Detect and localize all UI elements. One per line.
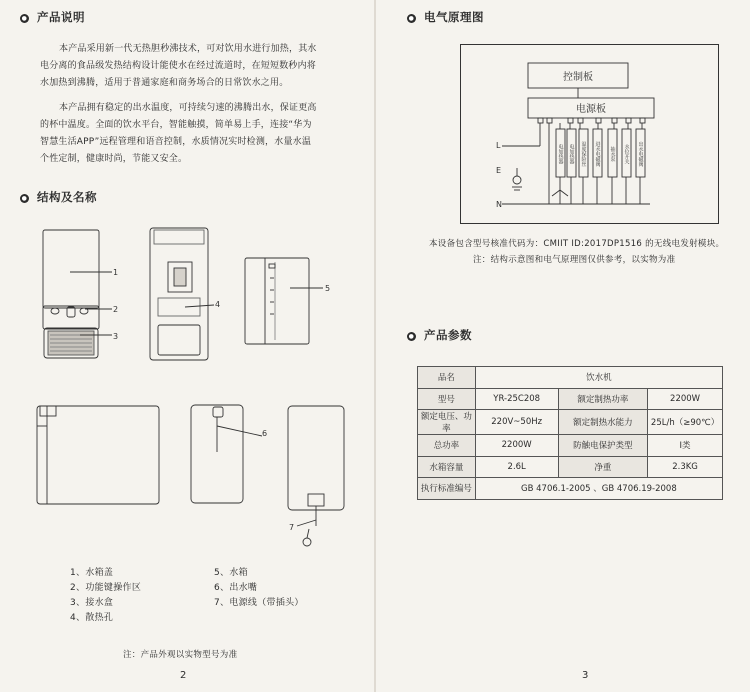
section-heading-specs: ● 产品参数 <box>408 328 472 342</box>
spec-label-total-power: 总功率 <box>418 435 476 457</box>
spec-label-shock-protection: 防触电保护类型 <box>558 435 648 457</box>
component-pump: 抽水泵 <box>609 146 616 162</box>
product-description-paragraph-2 <box>40 100 360 168</box>
component-heater-1: 电加热器 <box>557 144 564 164</box>
spec-value-hot-water-capacity: 25L/h（≥90℃） <box>648 410 723 435</box>
front-view-figure <box>43 230 112 358</box>
callout-2: 2 <box>113 305 119 314</box>
spec-value-standards: GB 4706.1-2005 、GB 4706.19-2008 <box>475 478 722 500</box>
spec-label-net-weight: 净重 <box>558 456 648 478</box>
list-item: 3、接水盒 <box>70 598 114 608</box>
list-item: 5、水箱 <box>214 568 248 578</box>
front-tap-figure <box>191 405 262 503</box>
spec-label-standards: 执行标准编号 <box>418 478 476 500</box>
parts-list-left <box>70 566 141 626</box>
line-n-label: N <box>496 200 502 209</box>
table-row <box>418 435 723 457</box>
table-row <box>418 367 723 389</box>
bullet-icon: ● <box>408 15 415 22</box>
section-heading-circuit: ● 电气原理图 <box>408 10 484 24</box>
side-view-figure <box>37 406 159 504</box>
spec-value-shock-protection: Ⅰ类 <box>648 435 723 457</box>
page-number-left: 2 <box>180 670 187 681</box>
rear-cord-figure <box>288 406 344 546</box>
spec-label-model: 型号 <box>418 388 476 410</box>
circuit-diagram <box>460 44 730 226</box>
spec-value-total-power: 2200W <box>475 435 558 457</box>
spec-label-voltage: 额定电压、功率 <box>418 410 476 435</box>
table-row <box>418 478 723 500</box>
spec-value-heating-power: 2200W <box>648 388 723 410</box>
table-row <box>418 388 723 410</box>
text-line: 本产品采用新一代无热胆秒沸技术，可对饮用水进行加热，其水 <box>59 44 317 54</box>
section-heading-product-description: ● 产品说明 <box>21 10 85 24</box>
component-heater-2: 电加热器 <box>568 144 575 164</box>
list-item: 1、水箱盖 <box>70 568 114 578</box>
bullet-icon: ● <box>21 195 28 202</box>
list-item: 2、功能键操作区 <box>70 583 142 593</box>
text-line: 水加热到沸腾，适用于普通家庭和商务场合的日常饮水之用。 <box>40 78 289 88</box>
text-line: 的杯中温度。全面的饮水平台，智能触摸，简单易上手，连接“华为 <box>40 120 312 130</box>
list-item: 6、出水嘴 <box>214 583 258 593</box>
callout-3: 3 <box>113 332 119 341</box>
cmiit-note: 本设备包含型号核准代码为：CMIIT ID:2017DP1516 的无线电发射模块。 <box>429 239 725 249</box>
power-board-label: 电源板 <box>576 104 606 115</box>
spec-value-voltage: 220V~50Hz <box>475 410 558 435</box>
text-line: 电分离的食品级发热结构设计能使水在经过流道时，在短短数秒内将 <box>40 61 317 71</box>
component-level-switch: 水位开关 <box>623 144 630 164</box>
component-thermal-fuse: 温度保险丝 <box>580 141 587 167</box>
diagram-disclaimer: 注：结构示意图和电气原理图仅供参考，以实物为准 <box>473 255 676 265</box>
parts-list-right <box>214 566 304 611</box>
list-item: 7、电源线（带插头） <box>214 598 304 608</box>
line-e-label: E <box>496 166 502 175</box>
table-row <box>418 410 723 435</box>
structure-figures <box>0 210 375 560</box>
line-l-label: L <box>496 141 501 150</box>
component-outlet-valve: 出水电磁阀 <box>637 141 644 167</box>
callout-4: 4 <box>215 300 221 309</box>
callout-6: 6 <box>262 429 268 438</box>
spec-value-tank-capacity: 2.6L <box>475 456 558 478</box>
back-view-figure <box>150 228 214 360</box>
text-line: 个性定制，健康时尚，节能又安全。 <box>40 154 188 164</box>
spec-table <box>417 366 723 500</box>
spec-value-name: 饮水机 <box>475 367 722 389</box>
list-item: 4、散热孔 <box>70 613 114 623</box>
bullet-icon: ● <box>408 333 415 340</box>
callout-7: 7 <box>289 523 295 532</box>
spec-label-name: 品名 <box>418 367 476 389</box>
text-line: 本产品拥有稳定的出水温度，可持续匀速的沸腾出水，保证更高 <box>59 103 317 113</box>
spec-label-tank-capacity: 水箱容量 <box>418 456 476 478</box>
section-heading-structure: ● 结构及名称 <box>21 190 97 204</box>
callout-1: 1 <box>113 268 119 277</box>
text-line: 智慧生活APP”远程管理和语音控制，水质情况实时检测，水量水温 <box>40 137 312 147</box>
appearance-note: 注：产品外观以实物型号为准 <box>123 650 238 660</box>
spec-label-hot-water-capacity: 额定制热水能力 <box>558 410 648 435</box>
control-board-label: 控制板 <box>563 72 593 83</box>
bullet-icon: ● <box>21 15 28 22</box>
spec-value-model: YR-25C208 <box>475 388 558 410</box>
spec-label-heating-power: 额定制热功率 <box>558 388 648 410</box>
component-inlet-valve: 进水电磁阀 <box>594 141 601 167</box>
tank-view-figure <box>245 258 323 344</box>
callout-5: 5 <box>325 284 331 293</box>
product-description-paragraph-1 <box>40 41 360 92</box>
page-number-right: 3 <box>582 670 589 681</box>
spec-value-net-weight: 2.3KG <box>648 456 723 478</box>
table-row <box>418 456 723 478</box>
